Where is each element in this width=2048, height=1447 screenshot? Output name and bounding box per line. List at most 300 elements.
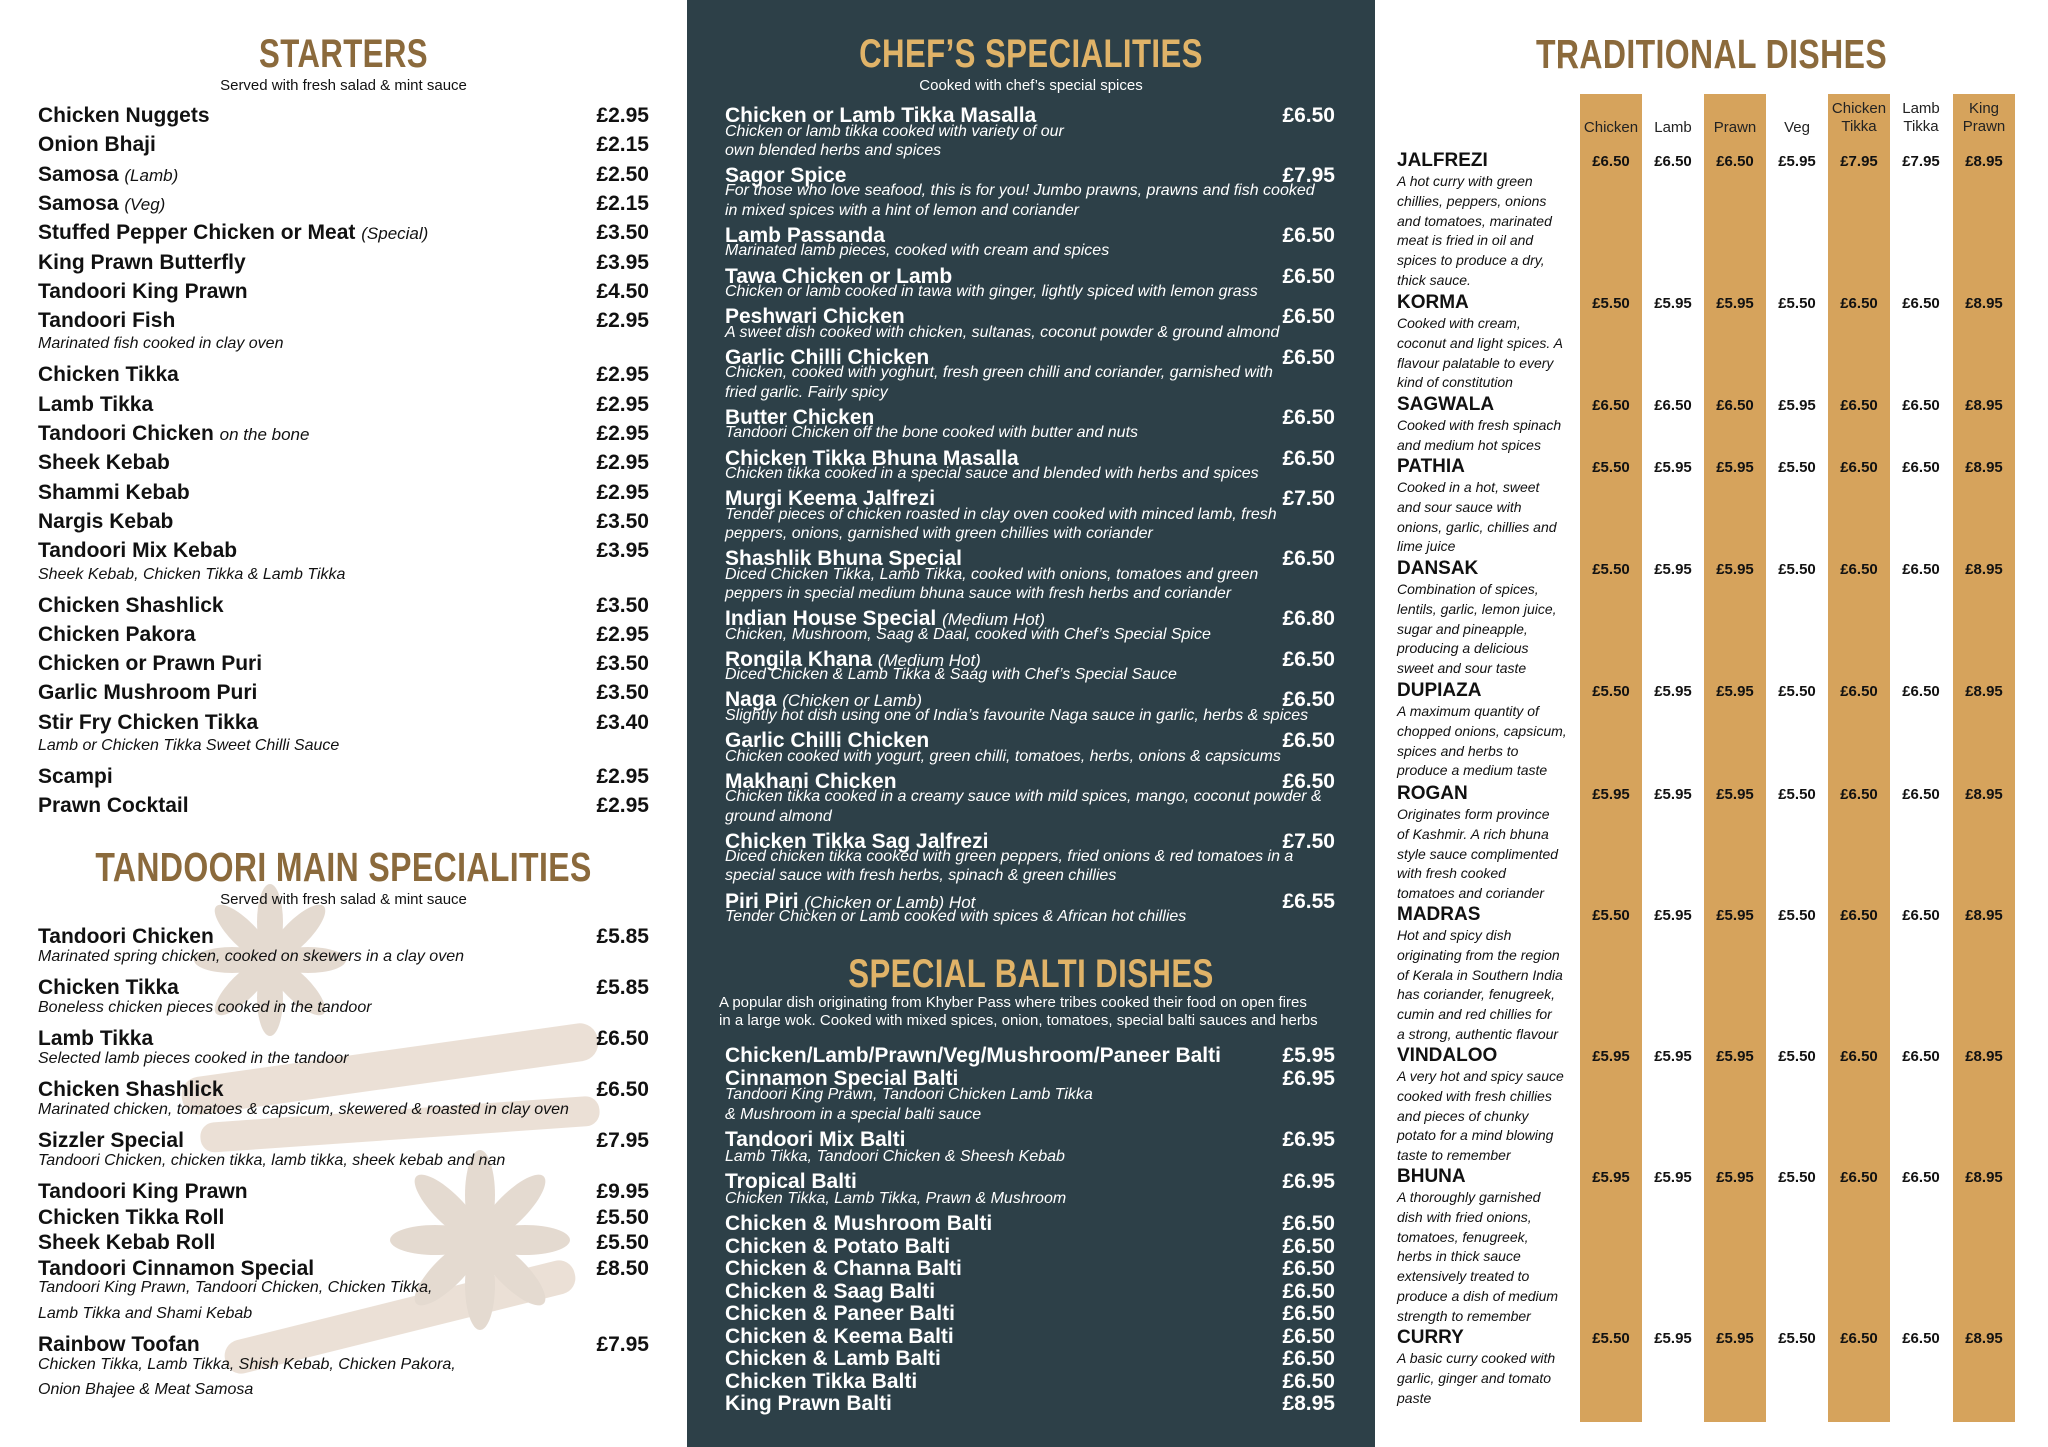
starter-item	[38, 307, 649, 336]
dish-desc: garlic, ginger and tomato	[1397, 1369, 1552, 1386]
starter-item	[38, 508, 649, 537]
dish-desc: a strong, authentic flavour	[1397, 1026, 1559, 1042]
dish-desc: taste to remember	[1397, 1147, 1511, 1164]
dish-desc: paste	[1397, 1389, 1432, 1406]
dish-price: £5.95	[1654, 561, 1692, 578]
starter-item	[38, 278, 649, 307]
chef-item-name: Makhani Chicken	[725, 769, 897, 793]
dish-name: ROGAN	[1397, 783, 1468, 804]
chef-item-desc: Chicken, cooked with yoghurt, fresh green chilli and coriander, garnished with	[725, 364, 1273, 382]
tandoori-item-name: Tandoori King Prawn	[38, 1180, 248, 1203]
chef-item-name: Murgi Keema Jalfrezi	[725, 487, 936, 511]
dish-price: £8.95	[1965, 1330, 2003, 1347]
starter-item-price: £2.95	[596, 309, 649, 333]
chefs-heading: CHEF’S SPECIALITIES	[859, 32, 1203, 76]
balti-item-desc: Lamb Tikka, Tandoori Chicken & Sheesh Kebab	[725, 1147, 1065, 1165]
dish-price: £6.50	[1654, 397, 1692, 414]
chef-item-desc: Chicken, Mushroom, Saag & Daal, cooked with Chef’s Special Spice	[725, 625, 1211, 643]
starters-subtitle: Served with fresh salad & mint sauce	[220, 77, 467, 94]
dish-desc: producing a delicious	[1397, 640, 1529, 657]
balti-item-name: Chicken & Channa Balti	[725, 1257, 962, 1280]
starter-item-name: Scampi	[38, 765, 113, 788]
chef-item-desc: For those who love seafood, this is for you! Jumbo prawns, prawns and fish cooked	[725, 182, 1315, 200]
dish-price: £6.50	[1840, 1048, 1878, 1065]
dish-price: £5.95	[1592, 786, 1630, 803]
dish-price: £5.50	[1778, 907, 1816, 924]
starter-item-name: Samosa (Veg)	[38, 191, 166, 215]
starter-item-note: on the bone	[219, 425, 310, 444]
dish-price: £5.95	[1592, 1048, 1630, 1065]
starter-item	[38, 391, 649, 420]
tandoori-item-name: Sizzler Special	[38, 1129, 184, 1152]
chef-item-desc: Marinated lamb pieces, cooked with cream and spices	[725, 242, 1110, 260]
chef-item-name: Garlic Chilli Chicken	[725, 345, 930, 369]
dish-price: £5.95	[1716, 683, 1754, 700]
chef-item-note: (Medium Hot)	[942, 610, 1046, 629]
starter-item-price: £3.50	[596, 652, 649, 676]
dish-price: £6.50	[1840, 786, 1878, 803]
dish-price: £5.50	[1778, 1169, 1816, 1186]
tandoori-item-desc: Boneless chicken pieces cooked in the tandoor	[38, 998, 372, 1016]
chef-item-price: £6.50	[1282, 769, 1335, 793]
dish-price: £5.50	[1592, 1330, 1630, 1347]
dish-price: £6.50	[1902, 295, 1940, 312]
tandoori-item-name: Chicken Shashlick	[38, 1078, 224, 1101]
chef-item-price: £6.50	[1282, 729, 1335, 753]
dish-price: £8.95	[1965, 459, 2003, 476]
dish-price: £6.50	[1902, 786, 1940, 803]
starter-item-price: £2.95	[596, 392, 649, 416]
column-header-line: Chicken	[1831, 100, 1887, 117]
dish-price: £6.50	[1716, 397, 1754, 414]
balti-item-price: £5.95	[1282, 1044, 1335, 1067]
starter-item	[38, 420, 649, 449]
chef-item-price: £6.50	[1282, 264, 1335, 288]
chef-item-desc: Chicken tikka cooked in a creamy sauce with mild spices, mango, coconut powder &	[725, 788, 1322, 806]
chef-item-price: £6.80	[1282, 607, 1335, 630]
starter-item-name: Prawn Cocktail	[38, 794, 189, 818]
dish-price: £5.95	[1778, 397, 1816, 414]
column-header	[1580, 119, 1642, 137]
dish-name: PATHIA	[1397, 456, 1465, 477]
dish-desc: and sour sauce with	[1397, 498, 1522, 515]
dish-price: £6.50	[1592, 397, 1630, 414]
starter-item-price: £2.95	[596, 480, 649, 504]
chef-item-name: Indian House Special (Medium Hot)	[725, 607, 1046, 630]
balti-item-price: £6.50	[1282, 1324, 1335, 1348]
dish-name: SAGWALA	[1397, 394, 1495, 415]
starter-item	[38, 763, 649, 792]
dish-price: £5.95	[1716, 561, 1754, 578]
dish-name: KORMA	[1397, 292, 1469, 313]
tandoori-item-desc: Tandoori King Prawn, Tandoori Chicken, Chicken Tikka,	[38, 1279, 433, 1297]
chef-item-name: Tawa Chicken or Lamb	[725, 264, 953, 288]
starter-item	[38, 679, 649, 708]
starter-item	[38, 249, 649, 278]
chef-item-desc: own blended herbs and spices	[725, 141, 942, 159]
dish-price: £8.95	[1965, 561, 2003, 578]
chef-item-price: £6.50	[1282, 405, 1335, 429]
dish-name: JALFREZI	[1397, 150, 1488, 171]
dish-price: £5.95	[1654, 295, 1692, 312]
dish-desc: produce a medium taste	[1397, 762, 1548, 779]
chef-item-price: £7.95	[1282, 163, 1335, 187]
dish-price: £6.50	[1840, 1169, 1878, 1186]
dish-price: £8.95	[1965, 397, 2003, 414]
dish-desc: style sauce complimented	[1397, 845, 1559, 862]
tandoori-item-price: £7.95	[596, 1333, 649, 1357]
dish-desc: of Kerala in Southern India	[1397, 966, 1563, 983]
starter-item-name: Garlic Mushroom Puri	[38, 681, 258, 705]
column-stripe	[1953, 94, 2015, 1422]
dish-price: £5.95	[1716, 459, 1754, 476]
chef-item-desc: ground almond	[725, 807, 832, 825]
dish-desc: spices and herbs to	[1397, 742, 1519, 759]
chef-item-desc: Diced chicken tikka cooked with green peppers, fried onions & red tomatoes in a	[725, 848, 1294, 866]
chef-item-price: £6.50	[1282, 345, 1335, 369]
balti-item-price: £6.95	[1282, 1128, 1335, 1151]
chef-item-desc: Slightly hot dish using one of India’s favourite Naga sauce in garlic, herbs & spices	[725, 706, 1309, 724]
starter-item-price: £2.95	[596, 422, 649, 445]
balti-item-price: £8.95	[1282, 1392, 1335, 1415]
traditional-heading: TRADITIONAL DISHES	[1535, 31, 1888, 77]
dish-desc: tomatoes and coriander	[1397, 885, 1545, 902]
starter-item-price: £3.50	[596, 593, 649, 617]
dish-desc: with fresh cooked	[1397, 865, 1506, 882]
balti-heading: SPECIAL BALTI DISHES	[848, 952, 1214, 996]
balti-item-name: Chicken Tikka Balti	[725, 1369, 918, 1393]
dish-price: £5.50	[1778, 295, 1816, 312]
tandoori-item-price: £5.50	[596, 1205, 649, 1229]
chef-item-name: Garlic Chilli Chicken	[725, 729, 930, 753]
column-header	[1704, 119, 1766, 137]
dish-price: £5.95	[1716, 786, 1754, 803]
column-stripe	[1704, 94, 1766, 1422]
dish-desc: of Kashmir. A rich bhuna	[1397, 825, 1549, 842]
dish-price: £8.95	[1965, 1169, 2003, 1186]
starter-item	[38, 479, 649, 508]
balti-item-price: £6.95	[1282, 1066, 1335, 1090]
chef-item-price: £6.50	[1282, 223, 1335, 247]
starter-item	[38, 709, 649, 738]
dish-desc: cumin and red chillies for	[1397, 1006, 1552, 1023]
tandoori-item-price: £8.50	[596, 1256, 649, 1280]
balti-item-price: £6.50	[1282, 1347, 1335, 1370]
column-header-line: Chicken	[1583, 119, 1639, 136]
dish-price: £5.95	[1654, 786, 1692, 803]
chef-item-desc: Chicken or lamb tikka cooked with variety of our	[725, 122, 1064, 140]
dish-desc: chillies, peppers, onions	[1397, 192, 1547, 209]
balti-intro-2: in a large wok. Cooked with mixed spices, onion, tomatoes, special balti sauces and herbs	[719, 1012, 1318, 1029]
dish-desc: herbs in thick sauce	[1397, 1248, 1521, 1265]
chef-item-desc: Diced Chicken Tikka, Lamb Tikka, cooked with onions, tomatoes and green	[725, 565, 1259, 583]
dish-price: £5.50	[1592, 295, 1630, 312]
dish-desc: originating from the region	[1397, 946, 1560, 963]
chef-item-price: £6.50	[1282, 547, 1335, 571]
chef-item-price: £6.50	[1282, 647, 1335, 671]
starter-item-name: Stir Fry Chicken Tikka	[38, 710, 259, 734]
starter-item-price: £2.95	[596, 451, 649, 475]
dish-name: CURRY	[1397, 1327, 1464, 1348]
balti-item-price: £6.50	[1282, 1212, 1335, 1235]
balti-item-desc: & Mushroom in a special balti sauce	[725, 1105, 982, 1123]
column-header-line: Lamb	[1654, 119, 1692, 136]
column-header-line: Tikka	[1903, 118, 1939, 135]
dish-desc: A very hot and spicy sauce	[1397, 1068, 1564, 1084]
starter-item-name: Chicken Shashlick	[38, 593, 224, 617]
dish-desc: Originates form province	[1397, 806, 1550, 822]
starter-item-price: £3.50	[596, 221, 649, 245]
dish-price: £5.50	[1778, 786, 1816, 803]
balti-item-name: Tandoori Mix Balti	[725, 1128, 906, 1151]
starter-item-name: Shammi Kebab	[38, 480, 190, 504]
starter-item-name: Tandoori Chicken on the bone	[38, 422, 310, 445]
chef-item-price: £6.55	[1282, 889, 1335, 913]
starter-item-note: (Special)	[361, 224, 429, 244]
balti-item-name: Chicken & Potato Balti	[725, 1234, 951, 1258]
dish-desc: onions, garlic, chillies and	[1397, 518, 1557, 535]
starter-item-desc: Marinated fish cooked in clay oven	[38, 335, 284, 353]
dish-desc: cooked with fresh chillies	[1397, 1087, 1552, 1104]
column-header	[1953, 100, 2015, 136]
dish-price: £5.95	[1592, 1169, 1630, 1186]
tandoori-item-desc: Marinated chicken, tomatoes & capsicum, skewered & roasted in clay oven	[38, 1100, 569, 1118]
balti-item-name: Chicken/Lamb/Prawn/Veg/Mushroom/Paneer Balti	[725, 1044, 1221, 1067]
chef-item-name: Lamb Passanda	[725, 223, 885, 247]
dish-desc: sugar and pineapple,	[1397, 620, 1528, 637]
chef-item-desc: peppers in special medium bhuna sauce with fresh herbs and coriander	[725, 584, 1232, 602]
tandoori-item-price: £9.95	[596, 1180, 649, 1203]
dish-price: £5.95	[1654, 1330, 1692, 1347]
chef-item-name: Chicken Tikka Bhuna Masalla	[725, 446, 1019, 470]
starter-item-name: Tandoori Fish	[38, 309, 176, 333]
tandoori-item-price: £5.85	[596, 925, 649, 948]
dish-price: £6.50	[1592, 153, 1630, 170]
dish-desc: potato for a mind blowing	[1397, 1127, 1554, 1144]
dish-price: £5.95	[1654, 907, 1692, 924]
starters-heading: STARTERS	[259, 32, 428, 76]
dish-desc: thick sauce.	[1397, 272, 1471, 288]
dish-price: £5.95	[1654, 459, 1692, 476]
dish-price: £6.50	[1902, 561, 1940, 578]
balti-item-name: Chicken & Mushroom Balti	[725, 1212, 993, 1235]
dish-price: £8.95	[1965, 786, 2003, 803]
starter-item-price: £2.95	[596, 765, 649, 788]
balti-item-name: Chicken & Keema Balti	[725, 1324, 954, 1348]
tandoori-item-desc: Marinated spring chicken, cooked on skewers in a clay oven	[38, 947, 464, 965]
starter-item	[38, 792, 649, 821]
dish-price: £8.95	[1965, 907, 2003, 924]
chef-item-note: (Chicken or Lamb)	[782, 691, 923, 711]
chef-item-desc: Tender pieces of chicken roasted in clay oven cooked with minced lamb, fresh	[725, 505, 1277, 523]
dish-name: DANSAK	[1397, 558, 1479, 579]
chef-item-desc: Diced Chicken & Lamb Tikka & Saag with Chef’s Special Sauce	[725, 666, 1177, 684]
starter-item-price: £4.50	[596, 279, 649, 303]
dish-desc: Combination of spices,	[1397, 581, 1539, 597]
tandoori-item-price: £7.95	[596, 1129, 649, 1152]
dish-name: DUPIAZA	[1397, 680, 1482, 701]
chef-item-name: Peshwari Chicken	[725, 305, 905, 329]
tandoori-item-name: Tandoori Chicken	[38, 925, 214, 948]
balti-item-desc: Chicken Tikka, Lamb Tikka, Prawn & Mushroom	[725, 1189, 1067, 1207]
chef-item-price: £6.50	[1282, 104, 1335, 127]
dish-price: £6.50	[1902, 1169, 1940, 1186]
balti-item-price: £6.50	[1282, 1257, 1335, 1280]
tandoori-item-desc: Onion Bhajee & Meat Samosa	[38, 1381, 254, 1399]
chef-item-name: Chicken Tikka Sag Jalfrezi	[725, 829, 989, 853]
tandoori-item-name: Tandoori Cinnamon Special	[38, 1256, 315, 1280]
dish-desc: spices to produce a dry,	[1397, 252, 1545, 269]
tandoori-item-desc: Tandoori Chicken, chicken tikka, lamb tikka, sheek kebab and nan	[38, 1151, 506, 1169]
chef-item-name: Rongila Khana (Medium Hot)	[725, 647, 981, 671]
dish-price: £6.50	[1902, 397, 1940, 414]
balti-item	[725, 1390, 1335, 1419]
column-header-line: King	[1968, 100, 2000, 117]
dish-desc: Cooked with fresh spinach	[1397, 417, 1562, 433]
balti-item-desc: Tandoori King Prawn, Tandoori Chicken Lamb Tikka	[725, 1086, 1093, 1103]
chef-item-name: Sagor Spice	[725, 163, 847, 187]
starter-item-name: Chicken Pakora	[38, 622, 196, 646]
starter-item-name: Lamb Tikka	[38, 392, 154, 416]
chef-item-price: £6.50	[1282, 446, 1335, 470]
balti-item-price: £6.50	[1282, 1279, 1335, 1303]
starter-item	[38, 102, 649, 131]
column-stripe	[1580, 94, 1642, 1422]
starter-item-name: Samosa (Lamb)	[38, 162, 179, 186]
column-header	[1890, 100, 1952, 136]
column-header-line: Lamb	[1902, 100, 1940, 117]
balti-item-name: Tropical Balti	[725, 1170, 857, 1193]
dish-price: £5.95	[1778, 153, 1816, 170]
tandoori-heading: TANDOORI MAIN SPECIALITIES	[95, 844, 592, 890]
tandoori-item-price: £5.50	[596, 1231, 649, 1255]
starter-item-name: Tandoori Mix Kebab	[38, 539, 238, 563]
chef-item-desc: in mixed spices with a hint of lemon and coriander	[725, 201, 1079, 219]
chef-item-desc: Chicken tikka cooked in a special sauce and blended with herbs and spices	[725, 465, 1259, 482]
chefs-subtitle: Cooked with chef’s special spices	[919, 77, 1143, 94]
starter-item-price: £2.15	[596, 191, 649, 215]
dish-price: £5.50	[1778, 683, 1816, 700]
starter-item-price: £2.15	[596, 133, 649, 157]
dish-price: £5.50	[1592, 459, 1630, 476]
dish-price: £5.50	[1778, 561, 1816, 578]
dish-price: £5.50	[1592, 907, 1630, 924]
dish-desc: coconut and light spices. A	[1397, 334, 1564, 351]
dish-price: £5.50	[1778, 1330, 1816, 1347]
dish-price: £6.50	[1840, 683, 1878, 700]
chef-item-desc: Chicken or lamb cooked in tawa with ginger, lightly spiced with lemon grass	[725, 283, 1258, 300]
column-header-line: Prawn	[1713, 119, 1757, 136]
dish-desc: lime juice	[1397, 538, 1456, 555]
starter-item	[38, 361, 649, 390]
chef-item-price: £6.50	[1282, 688, 1335, 712]
balti-item-price: £6.50	[1282, 1302, 1335, 1325]
dish-price: £7.95	[1902, 153, 1940, 170]
balti-item-price: £6.50	[1282, 1234, 1335, 1258]
column-header	[1828, 100, 1890, 136]
balti-item-price: £6.50	[1282, 1369, 1335, 1393]
starter-item-price: £3.40	[596, 710, 649, 734]
starter-item-desc: Sheek Kebab, Chicken Tikka & Lamb Tikka	[38, 565, 346, 583]
dish-price: £5.95	[1716, 1169, 1754, 1186]
dish-price: £5.50	[1592, 561, 1630, 578]
chef-item-desc: Chicken cooked with yogurt, green chilli, tomatoes, herbs, onions & capsicums	[725, 747, 1281, 765]
dish-price: £8.95	[1965, 153, 2003, 170]
balti-item-name: Chicken & Paneer Balti	[725, 1302, 955, 1325]
starter-item	[38, 592, 649, 621]
balti-intro-1: A popular dish originating from Khyber Pass where tribes cooked their food on open fires	[719, 994, 1307, 1011]
dish-price: £6.50	[1840, 295, 1878, 312]
dish-desc: extensively treated to	[1397, 1268, 1530, 1285]
starter-item-note: (Lamb)	[124, 165, 179, 185]
starter-item-price: £2.95	[596, 104, 649, 127]
dish-desc: Cooked in a hot, sweet	[1397, 479, 1540, 495]
tandoori-item-price: £6.50	[596, 1027, 649, 1050]
chef-item-desc: Tandoori Chicken off the bone cooked with butter and nuts	[725, 424, 1139, 442]
dish-price: £5.95	[1654, 1169, 1692, 1186]
balti-item-name: Chicken & Lamb Balti	[725, 1347, 941, 1370]
right-panel	[1375, 0, 2048, 1447]
dish-price: £6.50	[1840, 561, 1878, 578]
starter-item-price: £2.50	[596, 162, 649, 186]
dish-name: MADRAS	[1397, 904, 1481, 925]
starter-item-name: King Prawn Butterfly	[38, 250, 246, 274]
dish-price: £6.50	[1902, 459, 1940, 476]
dish-desc: dish with fried onions,	[1397, 1208, 1532, 1225]
dish-desc: and tomatoes, marinated	[1397, 212, 1552, 229]
dish-desc: Hot and spicy dish	[1397, 927, 1512, 943]
dish-desc: chopped onions, capsicum,	[1397, 722, 1567, 739]
tandoori-subtitle: Served with fresh salad & mint sauce	[220, 891, 467, 908]
dish-price: £8.95	[1965, 683, 2003, 700]
chef-item-name: Naga (Chicken or Lamb)	[725, 688, 923, 712]
column-header-line: Prawn	[1962, 118, 2006, 135]
dish-price: £6.50	[1840, 459, 1878, 476]
chef-item-desc: Tender Chicken or Lamb cooked with spices & African hot chillies	[725, 908, 1187, 926]
dish-desc: Cooked with cream,	[1397, 315, 1521, 331]
starter-item-name: Chicken or Prawn Puri	[38, 652, 263, 676]
chef-item-price: £7.50	[1282, 829, 1335, 853]
dish-desc: strength to remember	[1397, 1307, 1531, 1324]
dish-desc: lentils, garlic, lemon juice,	[1397, 600, 1557, 617]
starter-item-name: Chicken Tikka	[38, 363, 179, 387]
tandoori-item-name: Chicken Tikka	[38, 976, 179, 999]
starter-item-price: £2.95	[596, 363, 649, 387]
column-header	[1766, 119, 1828, 137]
middle-panel	[687, 0, 1375, 1447]
dish-price: £5.95	[1716, 1330, 1754, 1347]
chef-item-price: £6.50	[1282, 305, 1335, 329]
balti-item-name: Cinnamon Special Balti	[725, 1066, 959, 1090]
dish-desc: A thoroughly garnished	[1397, 1189, 1541, 1205]
tandoori-item-name: Lamb Tikka	[38, 1027, 154, 1050]
column-header-line: Veg	[1784, 119, 1810, 136]
starter-item-name: Sheek Kebab	[38, 451, 170, 475]
starter-item-price: £3.95	[596, 539, 649, 563]
dish-desc: flavour palatable to every	[1397, 354, 1554, 371]
dish-price: £5.95	[1654, 1048, 1692, 1065]
chef-item-name: Shashlik Bhuna Special	[725, 547, 962, 571]
dish-desc: kind of constitution	[1397, 374, 1513, 391]
starter-item	[38, 219, 649, 248]
tandoori-item-price: £6.50	[596, 1078, 649, 1101]
dish-name: BHUNA	[1397, 1166, 1466, 1187]
tandoori-item-desc: Lamb Tikka and Shami Kebab	[38, 1304, 253, 1322]
starter-item-price: £3.50	[596, 509, 649, 533]
tandoori-item-price: £5.85	[596, 976, 649, 999]
starter-item-name: Stuffed Pepper Chicken or Meat (Special)	[38, 221, 429, 245]
dish-price: £6.50	[1902, 1330, 1940, 1347]
